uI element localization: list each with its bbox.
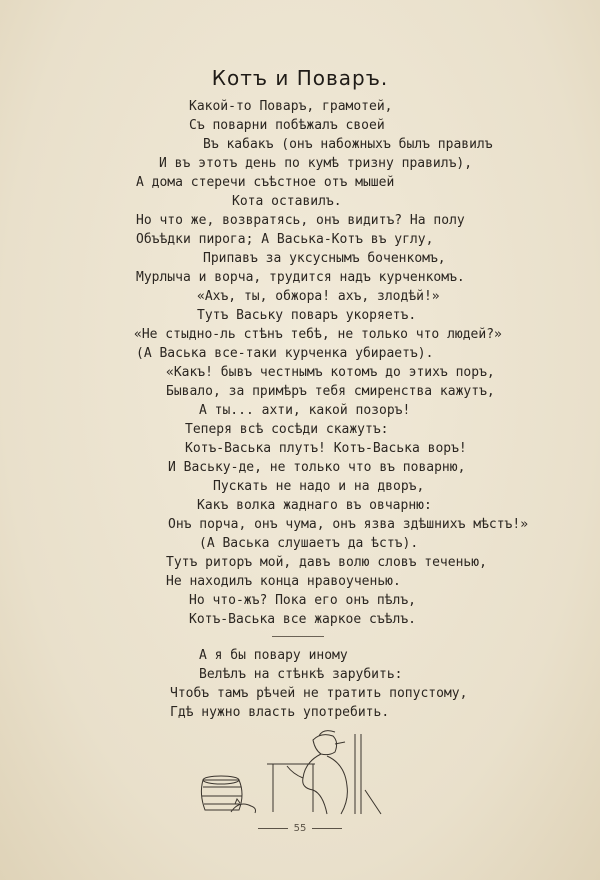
poem-line: Тутъ риторъ мой, давъ волю словъ теченью, xyxy=(166,555,487,570)
poem-line: А дома стеречи съѣстное отъ мышей xyxy=(136,175,395,190)
poem-line: «Ахъ, ты, обжора! ахъ, злодѣй!» xyxy=(197,289,440,304)
page-footer xyxy=(0,823,600,834)
poem-line: Онъ порча, онъ чума, онъ язва здѣшнихъ мѣстъ!» xyxy=(168,517,529,532)
poem-line: Мурлыча и ворча, трудится надъ курченкомъ. xyxy=(136,270,465,285)
poem-line: Какой-то Поваръ, грамотей, xyxy=(189,99,393,114)
page-number: 55 xyxy=(293,823,307,834)
poem-title: Котъ и Поваръ. xyxy=(211,66,389,90)
poem-line: Котъ-Васька плутъ! Котъ-Васька воръ! xyxy=(185,441,467,456)
poem-line: Кота оставилъ. xyxy=(232,194,342,209)
poem-line: Припавъ за уксуснымъ боченкомъ, xyxy=(203,251,446,266)
cook-and-cat-illustration xyxy=(195,730,385,815)
poem-line: Въ кабакъ (онъ набожныхъ былъ правилъ xyxy=(203,137,493,152)
poem-line: «Не стыдно-ль стѣнъ тебѣ, не только что людей?» xyxy=(134,327,502,342)
poem-line: Объѣдки пирога; А Васька-Котъ въ углу, xyxy=(136,232,434,247)
poem-line: (А Васька слушаетъ да ѣстъ). xyxy=(199,536,419,551)
poem-line: Тутъ Ваську поваръ укоряетъ. xyxy=(197,308,417,323)
poem-line: Бывало, за примѣръ тебя смиренства кажутъ, xyxy=(166,384,495,399)
poem-line: Котъ-Васька все жаркое съѣлъ. xyxy=(189,612,416,627)
section-divider xyxy=(272,636,324,637)
poem-line: И Ваську-де, не только что въ поварню, xyxy=(168,460,466,475)
poem-line: Съ поварни побѣжалъ своей xyxy=(189,118,385,133)
poem-line: Пускать не надо и на дворъ, xyxy=(213,479,425,494)
moral-line: А я бы повару иному xyxy=(199,648,348,663)
moral-line: Велѣлъ на стѣнкѣ зарубить: xyxy=(199,667,403,682)
poem-line: Не находилъ конца нравоученью. xyxy=(166,574,401,589)
poem-line: Но что же, возвратясь, онъ видитъ? На полу xyxy=(136,213,465,228)
poem-line: А ты... ахти, какой позоръ! xyxy=(199,403,411,418)
poem-line: Но что-жъ? Пока его онъ пѣлъ, xyxy=(189,593,416,608)
poem-line: И въ этотъ день по кумѣ тризну правилъ), xyxy=(159,156,473,171)
moral-line: Чтобъ тамъ рѣчей не тратить попустому, xyxy=(170,686,468,701)
moral-line: Гдѣ нужно власть употребить. xyxy=(170,705,390,720)
poem-line: Какъ волка жаднаго въ овчарню: xyxy=(197,498,432,513)
poem-line: (А Васька все-таки курченка убираетъ). xyxy=(136,346,434,361)
poem-line: Теперя всѣ сосѣди скажутъ: xyxy=(185,422,389,437)
poem-line: «Какъ! бывъ честнымъ котомъ до этихъ поръ, xyxy=(166,365,495,380)
